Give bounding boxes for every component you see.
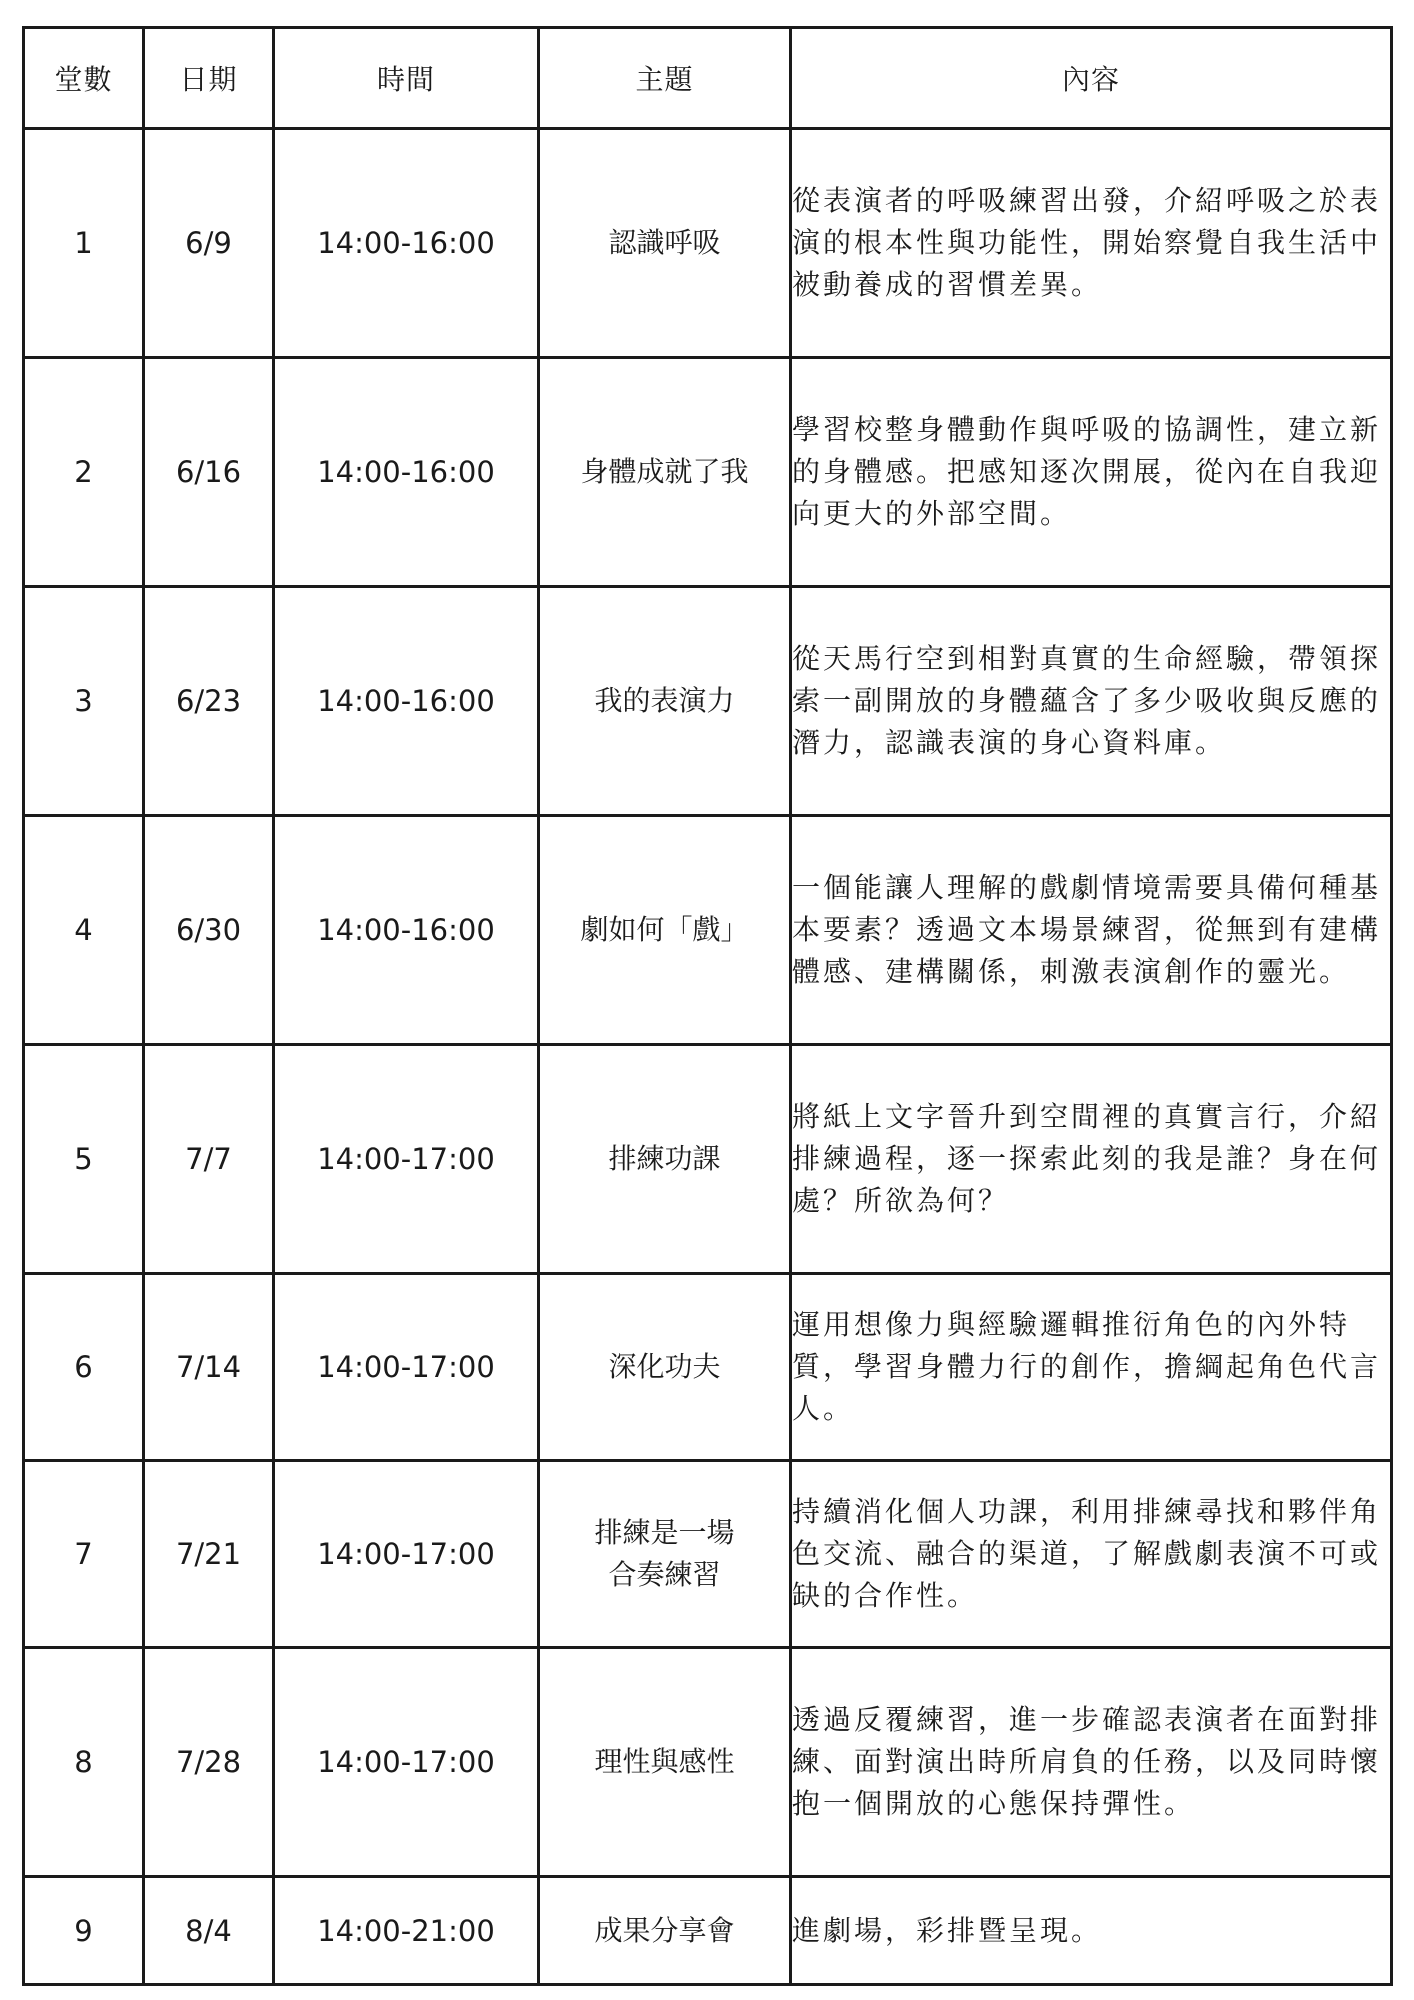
session-number: 8 <box>24 1648 144 1877</box>
session-topic: 劇如何「戲」 <box>539 816 791 1045</box>
table-row <box>24 587 1392 816</box>
session-time: 14:00-16:00 <box>274 816 539 1045</box>
session-number: 1 <box>24 129 144 358</box>
session-content: 從天馬行空到相對真實的生命經驗，帶領探索一副開放的身體蘊含了多少吸收與反應的潛力，認識表演的身心資料庫。 <box>791 587 1392 816</box>
session-date: 6/23 <box>144 587 274 816</box>
header-topic: 主題 <box>539 28 791 129</box>
session-number: 4 <box>24 816 144 1045</box>
session-time: 14:00-16:00 <box>274 358 539 587</box>
session-number: 5 <box>24 1045 144 1274</box>
table-row <box>24 358 1392 587</box>
session-date: 8/4 <box>144 1877 274 1985</box>
header-content: 內容 <box>791 28 1392 129</box>
session-date: 7/14 <box>144 1274 274 1461</box>
session-content: 一個能讓人理解的戲劇情境需要具備何種基本要素？透過文本場景練習，從無到有建構體感、建構關係，刺激表演創作的靈光。 <box>791 816 1392 1045</box>
table-row <box>24 816 1392 1045</box>
session-content: 學習校整身體動作與呼吸的協調性，建立新的身體感。把感知逐次開展，從內在自我迎向更大的外部空間。 <box>791 358 1392 587</box>
session-topic: 理性與感性 <box>539 1648 791 1877</box>
session-time: 14:00-16:00 <box>274 587 539 816</box>
session-number: 6 <box>24 1274 144 1461</box>
session-number: 9 <box>24 1877 144 1985</box>
session-number: 2 <box>24 358 144 587</box>
session-content: 透過反覆練習，進一步確認表演者在面對排練、面對演出時所肩負的任務，以及同時懷抱一個開放的心態保持彈性。 <box>791 1648 1392 1877</box>
session-time: 14:00-16:00 <box>274 129 539 358</box>
session-date: 6/16 <box>144 358 274 587</box>
table-row <box>24 1274 1392 1461</box>
table-row <box>24 1045 1392 1274</box>
session-time: 14:00-17:00 <box>274 1648 539 1877</box>
session-date: 6/30 <box>144 816 274 1045</box>
session-date: 7/28 <box>144 1648 274 1877</box>
schedule-table <box>22 26 1393 1986</box>
header-row <box>24 28 1392 129</box>
session-content: 進劇場，彩排暨呈現。 <box>791 1877 1392 1985</box>
session-date: 7/7 <box>144 1045 274 1274</box>
table-row <box>24 1648 1392 1877</box>
session-content: 將紙上文字晉升到空間裡的真實言行，介紹排練過程，逐一探索此刻的我是誰？身在何處？所欲為何？ <box>791 1045 1392 1274</box>
session-topic-line: 排練是一場 <box>594 1516 735 1549</box>
table-row <box>24 1461 1392 1648</box>
session-topic-line: 合奏練習 <box>608 1558 721 1591</box>
header-session: 堂數 <box>24 28 144 129</box>
session-content: 從表演者的呼吸練習出發，介紹呼吸之於表演的根本性與功能性，開始察覺自我生活中被動養成的習慣差異。 <box>791 129 1392 358</box>
session-date: 7/21 <box>144 1461 274 1648</box>
session-number: 7 <box>24 1461 144 1648</box>
session-time: 14:00-17:00 <box>274 1274 539 1461</box>
session-number: 3 <box>24 587 144 816</box>
session-content: 持續消化個人功課，利用排練尋找和夥伴角色交流、融合的渠道，了解戲劇表演不可或缺的合作性。 <box>791 1461 1392 1648</box>
header-time: 時間 <box>274 28 539 129</box>
session-content: 運用想像力與經驗邏輯推衍角色的內外特質，學習身體力行的創作，擔綱起角色代言人。 <box>791 1274 1392 1461</box>
session-topic: 深化功夫 <box>539 1274 791 1461</box>
session-date: 6/9 <box>144 129 274 358</box>
session-topic <box>539 1461 791 1648</box>
session-topic: 排練功課 <box>539 1045 791 1274</box>
session-time: 14:00-17:00 <box>274 1461 539 1648</box>
session-time: 14:00-17:00 <box>274 1045 539 1274</box>
session-topic: 認識呼吸 <box>539 129 791 358</box>
session-topic: 身體成就了我 <box>539 358 791 587</box>
table-row <box>24 129 1392 358</box>
session-time: 14:00-21:00 <box>274 1877 539 1985</box>
session-topic: 我的表演力 <box>539 587 791 816</box>
session-topic: 成果分享會 <box>539 1877 791 1985</box>
header-date: 日期 <box>144 28 274 129</box>
table-row <box>24 1877 1392 1985</box>
